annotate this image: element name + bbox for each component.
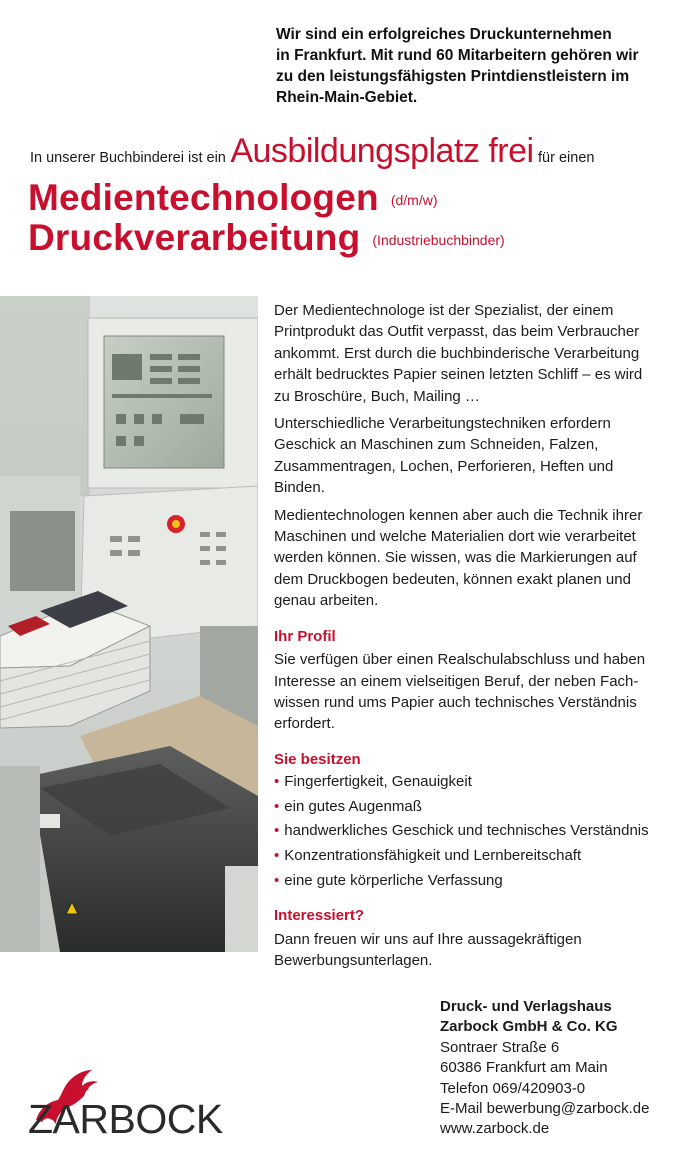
- headline-highlight: Ausbildungsplatz frei: [230, 132, 534, 170]
- text-line: wissen rund ums Papier auch technisches Verständnis: [274, 693, 637, 711]
- text-line: Maschinen und welche Materialien dort wie verarbeitet: [274, 528, 636, 546]
- job-field-note: (Industriebuchbinder): [372, 232, 505, 249]
- headline: [30, 132, 594, 171]
- text-line: Bewerbungsunterlagen.: [274, 952, 433, 970]
- text-line: werden können. Sie wissen, was die Markierungen auf: [274, 549, 637, 567]
- street: Sontraer Straße 6: [440, 1038, 560, 1056]
- text-line: erhält bedrucktes Papier seinen letzten Schliff – es wird: [274, 366, 643, 384]
- text-line: Der Medientechnologe ist der Spezialist, der einem: [274, 302, 614, 319]
- job-title-text: Medientechnologen: [28, 177, 379, 218]
- description-paragraph-1: [274, 300, 679, 407]
- city: 60386 Frankfurt am Main: [440, 1059, 608, 1077]
- text-line: zu Broschüre, Buch, Mailing …: [274, 387, 480, 405]
- interest-heading: Interessiert?: [274, 907, 365, 925]
- text-line: genau arbeiten.: [274, 592, 379, 610]
- text-line: Medientechnologen kennen aber auch die Technik ihrer: [274, 506, 643, 524]
- list-item: • handwerkliches Geschick und technisches Verständnis: [274, 821, 679, 842]
- machine-photo-illustration: [0, 296, 258, 952]
- company-name-line1: Druck- und Verlagshaus: [440, 998, 612, 1015]
- job-title-line2: [28, 218, 505, 260]
- skills-heading: Sie besitzen: [274, 750, 361, 768]
- text-line: Zusammentragen, Lochen, Perforieren, Heften und: [274, 457, 614, 475]
- website-link[interactable]: www.zarbock.de: [440, 1120, 550, 1138]
- text-line: Unterschiedliche Verarbeitungstechniken erfordern: [274, 415, 611, 433]
- intro-line: Rhein-Main-Gebiet.: [276, 89, 418, 106]
- text-line: Binden.: [274, 479, 325, 497]
- text-line: Interesse an einem vielseitigen Beruf, der neben Fach-: [274, 672, 639, 690]
- text-line: Dann freuen wir uns auf Ihre aussagekräftigen: [274, 930, 582, 948]
- skills-list: [274, 772, 679, 891]
- interest-text: [274, 929, 679, 972]
- phone: Telefon 069/420903-0: [440, 1079, 586, 1097]
- intro-line: zu den leistungsfähigsten Printdienstleistern im: [276, 68, 630, 85]
- intro-line: Wir sind ein erfolgreiches Druckunternehmen: [276, 26, 612, 43]
- description-paragraph-2: [274, 413, 679, 499]
- list-item: • Konzentrationsfähigkeit und Lernbereitschaft: [274, 846, 679, 867]
- email-link[interactable]: E-Mail bewerbung@zarbock.de: [440, 1100, 650, 1118]
- job-description: [274, 300, 679, 978]
- job-field-text: Druckverarbeitung: [28, 217, 361, 258]
- list-item: • eine gute körperliche Verfassung: [274, 871, 679, 892]
- text-line: ankommt. Erst durch die buchbinderische Verarbeitung: [274, 344, 640, 362]
- text-line: Geschick an Maschinen zum Schneiden, Falzen,: [274, 436, 599, 454]
- text-line: dem Druckbogen bedeuten, können exakt planen und: [274, 570, 631, 588]
- text-line: Printprodukt das Outfit verpasst, das beim Verbraucher: [274, 323, 640, 341]
- company-logo-text: ZARBOCK: [28, 1096, 223, 1142]
- profile-heading: Ihr Profil: [274, 627, 336, 645]
- list-item: • ein gutes Augenmaß: [274, 797, 679, 818]
- text-line: Sie verfügen über einen Realschulabschluss und haben: [274, 651, 646, 669]
- machine-photo: [0, 296, 258, 952]
- headline-suffix: für einen: [538, 150, 595, 166]
- job-gender-note: (d/m/w): [390, 192, 438, 209]
- intro-line: in Frankfurt. Mit rund 60 Mitarbeitern gehören wir: [276, 47, 639, 64]
- description-paragraph-3: [274, 505, 679, 612]
- headline-prefix: In unserer Buchbinderei ist ein: [30, 150, 226, 166]
- list-item: • Fingerfertigkeit, Genauigkeit: [274, 772, 679, 793]
- company-address: [440, 997, 690, 1140]
- profile-text: [274, 649, 679, 735]
- job-title-line1: [28, 178, 437, 220]
- text-line: erfordert.: [274, 715, 335, 733]
- company-name-line2: Zarbock GmbH & Co. KG: [440, 1018, 618, 1036]
- company-intro: [276, 24, 676, 108]
